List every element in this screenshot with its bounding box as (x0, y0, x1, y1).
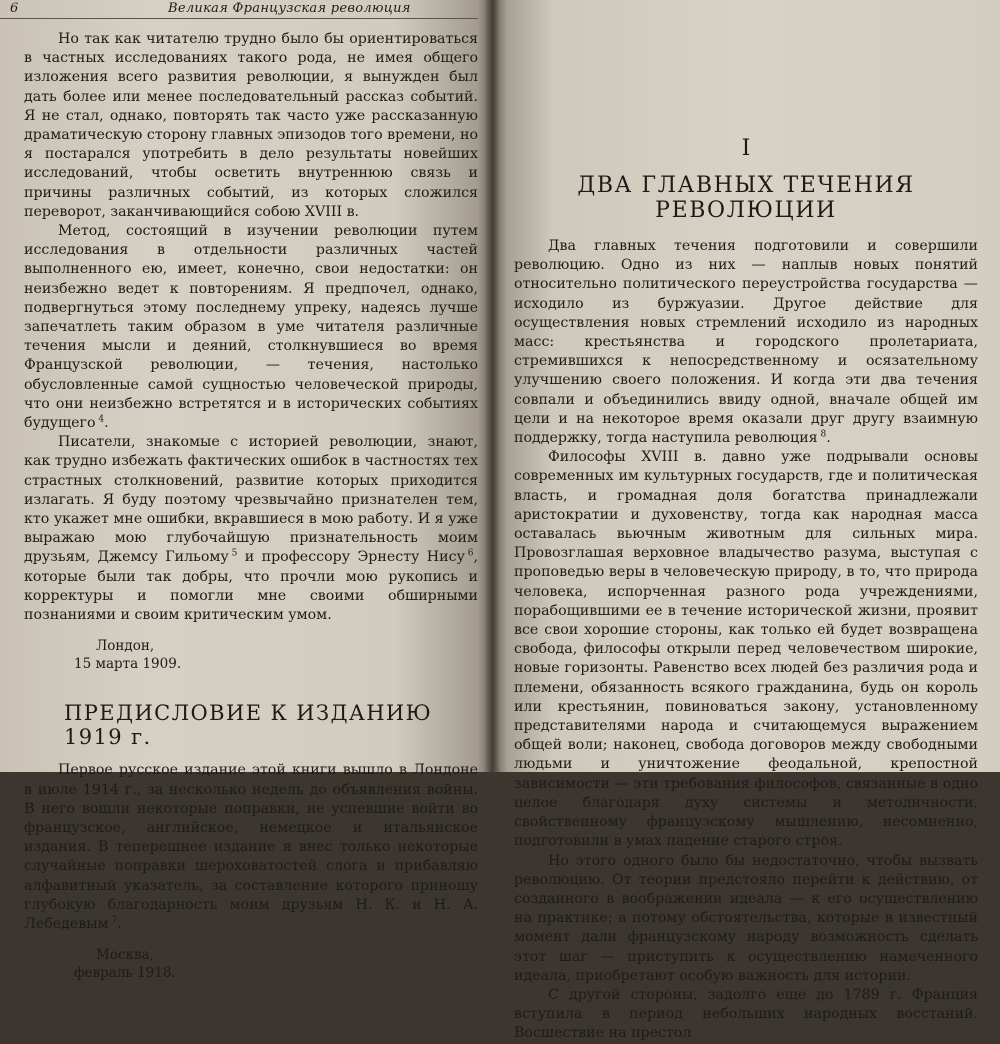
paragraph-text: , которые были так добры, что прочли мою рукопись и корректуры и помогли мне своими обширными познаниями и своим критическим умом. (24, 549, 479, 624)
page-number: 6 (10, 1, 19, 16)
signature-city: Москва, (96, 947, 154, 964)
paragraph: Первое русское издание этой книги вышло в Лондоне в июле 1914 г., за несколько недель до объявления войны. В него вошли некоторые поправки, не успевшие войти во французское, английское, немецкое и итальянское издания. В теперешнее издание я внес только некоторые случайные поправки шероховатостей слога и прибавляю алфавитный указатель, за составление которого приношу глубокую благодарность моим друзьям Н. К. и Н. А. Лебедевым $^7$. (24, 762, 478, 932)
right-page (492, 0, 1000, 1042)
paragraph-text: Писатели, знакомые с историей революции, знают, как трудно избежать фактических ошибок в частностях тех страстных столкновений, развитие которых приходится излагать. Я буду поэтому чрезвычайно признателен тем, кто укажет мне ошибки, вкравшиеся в мою работу. И я уже выражаю мою глубочайшую признательность моим друзьям, Джемсу Гильому (24, 434, 478, 566)
footnote-mark: 8 (820, 429, 827, 440)
paragraph (24, 433, 478, 625)
signature-block (74, 637, 478, 673)
signature-date: 15 марта 1909. (74, 656, 182, 673)
paragraph: Два главных течения подготовили и совершили революцию. Одно из них — наплыв новых понятий относительно политического переустройства государства — исходило из буржуазии. Другое действие для осуществления новых стремлений исходило из народных масс: крестьянства и городского пролетариата, стремившихся к непосредственному и осязательному улучшению своего положения. И когда эти два течения совпали и объединились ввиду одной, вначале общей им цели и на некоторое время оказали друг другу взаимную поддержку, тогда наступила революция $^8$. (514, 238, 978, 447)
paragraph: С другой стороны, задолго еще до 1789 г. Франция вступила в период небольших народных восстаний. Восшествие на престол (514, 986, 978, 1042)
running-title: Великая Французская революция (168, 1, 411, 16)
paragraph: Метод, состоящий в изучении революции путем исследования в отдельности различных частей выполненного ею, имеет, конечно, свои недостатки: он неизбежно ведет к повторениям. Я предпочел, однако, подвергнуться этому последнему упреку, надеясь лучше запечатлеть таким образом в уме читателя различные течения мысли и деяний, столкнувшиеся во время Французской революции, — течения, настолько обусловленные самой сущностью человеческой природы, что они неизбежно встретятся и в исторических событиях будущего $^4$. (24, 223, 478, 432)
paragraph-text: и профессору Эрнесту Нису (244, 549, 465, 566)
footnote-mark: 6 (467, 548, 474, 559)
footnote-mark: 4 (98, 414, 105, 425)
paragraph: Философы XVIII в. давно уже подрывали основы современных им культурных государств, где и политическая власть, и громадная доля богатства принадлежали аристократии и духовенству, тогда как народная масса оставалась вьючным животным для сильных мира. Провозглашая верховное владычество разума, выступая с проповедью веры в человеческую природу, в то, что природа человека, испорченная разного рода учреждениями, порабощившими ее в течение исторической жизни, проявит все свои хорошие стороны, как только ей будет возвращена свобода, философы открыли перед человечеством широкие, новые горизонты. Равенство всех людей без различия рода и племени, обязанность всякого гражданина, будь он король или крестьянин, повиноваться закону, установленному представителями народа и считающемуся выражением общей воли; наконец, свобода договоров между свободными людьми и уничтожение феодальной, крепостной зависимости — эти требования философов, связанные в одно целое благодаря духу системы и методичности, свойственному французскому мышлению, несомненно, подготовили в умах падение старого строя. (514, 449, 978, 850)
signature-city: Лондон, (96, 638, 155, 655)
footnote-mark: 7 (111, 915, 118, 926)
chapter-number: I (741, 136, 751, 161)
running-head (0, 0, 478, 19)
left-page (0, 0, 492, 982)
signature-block (74, 946, 478, 982)
paragraph-text: Два главных течения подготовили и совершили революцию. Одно из них — наплыв новых понятий относительно политического переустройства государства — исходило из буржуазии. Другое действие для осуществления новых стремлений исходило из народных масс: крестьянства и городского пролетариата, стремившихся к непосредственному и осязательному улучшению своего положения. И когда эти два течения совпали и объединились ввиду одной, вначале общей им цели и на некоторое время оказали друг другу взаимную поддержку, тогда наступила революция (514, 238, 978, 447)
signature-date: февраль 1918. (74, 965, 176, 982)
chapter-title: ДВА ГЛАВНЫХ ТЕЧЕНИЯ РЕВОЛЮЦИИ (577, 173, 915, 223)
paragraph-text: Первое русское издание этой книги вышло в Лондоне в июле 1914 г., за несколько недель до объявления войны. В него вошли некоторые поправки, не успевшие войти во французское, английское, немецкое и итальянское издания. В теперешнее издание я внес только некоторые случайные поправки шероховатостей слога и прибавляю алфавитный указатель, за составление которого приношу глубокую благодарность моим друзьям Н. К. и Н. А. Лебедевым (24, 762, 478, 932)
paragraph: Но так как читателю трудно было бы ориентироваться в частных исследованиях такого рода, не имея общего изложения всего развития революции, я вынужден был дать более или менее последовательный рассказ событий. Я не стал, однако, повторять так часто уже рассказанную драматическую сторону главных эпизодов того времени, но я постарался употребить в дело результаты новейших исследований, чтобы осветить внутреннюю связь и причины различных событий, из которых сложился переворот, заканчивающийся собою XVIII в. (24, 31, 478, 220)
paragraph: Но этого одного было бы недостаточно, чтобы вызвать революцию. От теории предстояло перейти к действию, от созданного в воображении идеала — к его осуществлению на практике; а потому обстоятельства, которые в известный момент дали французскому народу возможность сделать этот шаг — приступить к осуществлению намеченного идеала, приобретают особую важность для истории. (514, 852, 978, 984)
paragraph-text: Метод, состоящий в изучении революции путем исследования в отдельности различных частей выполненного ею, имеет, конечно, свои недостатки: он неизбежно ведет к повторениям. Я предпочел, однако, подвергнуться этому последнему упреку, надеясь лучше запечатлеть таким образом в уме читателя различные течения мысли и деяний, столкнувшиеся во время Французской революции, — течения, настолько обусловленные самой сущностью человеческой природы, что они неизбежно встретятся и в исторических событиях будущего (24, 223, 478, 432)
book-gutter (484, 0, 500, 772)
preface-title: ПРЕДИСЛОВИЕ К ИЗДАНИЮ 1919 г. (64, 701, 433, 750)
footnote-mark: 5 (231, 548, 238, 559)
